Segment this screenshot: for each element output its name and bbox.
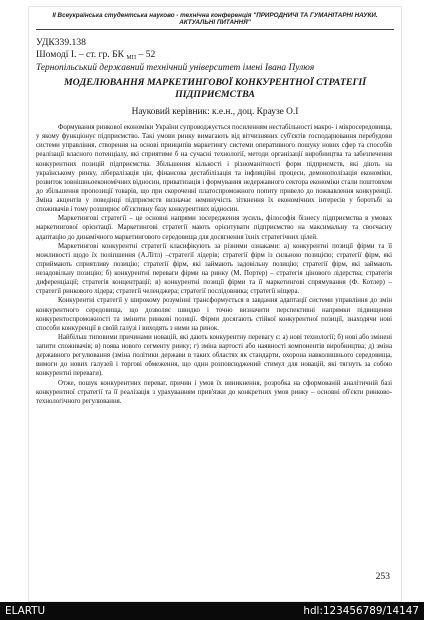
paper-title: МОДЕЛЮВАННЯ МАРКЕТИНГОВОЇ КОНКУРЕНТНОЇ СТРАТЕГІЇ ПІДПРИЄМСТВА — [63, 77, 367, 100]
supervisor-line: Науковий керівник: к.е.н., доц. Краузе О.І — [131, 107, 299, 117]
group-number: – 52 — [138, 49, 156, 60]
handle-id[interactable]: hdl:123456789/14147 — [303, 605, 419, 617]
affiliation: Тернопільський державний технічний університет імені Івана Пулюя — [36, 63, 315, 73]
conference-header: ІІ Всеукраїнська студентська науково - технічна конференція "ПРИРОДНИЧІ ТА ГУМАНІТАРНІ НАУКИ. АКТУАЛЬНІ ПИТАННЯ" — [52, 12, 378, 27]
group-subscript: МП — [126, 55, 137, 61]
paragraph-1: Формування ринкової економіки України супроводжується посиленням нестабільності макро- і мікросередовища, у якому функціонує підприємство. Такі умови ринку вимагають від вітчизняних суб'єктів господарювання перебудови системи управління, створення на основі принципів маркетингу системи оперативного пошуку нових сфер та способів реалізації власного потенціалу, які сприятиме б на сучасні технології, методи організації виробництва та забезпечення конкурентних позицій підприємства. Збільшення кількості і різноманітності форм підприємств, які діють на українському ринку, лібералізація цін, фінансова дестабілізація та інфляційні процеси, демонополізація економіки, розвиток зовнішньоекономічних відносин, приватизація і формування недержавного сектора економіки стали поштовхом до збільшення пропозиції товарів, що при скороченні платоспроможного попиту привело до пожвавлення конкуренції. Зміна акцентів у поведінці підприємств визначає неминучість зіткнення їх економічних інтересів у боротьбі за споживачів і тому розширює об'єктивну базу конкурентних відносин. — [36, 124, 392, 214]
page-number: 253 — [375, 571, 390, 582]
udk-code: УДК339.138 — [36, 37, 86, 48]
paragraph-3: Маркетингові конкурентні стратегії класифікують за різними ознаками: а) конкурентні позиції фірми та її можливості щодо їх поліпшення (А.Літл) –стратегії лідерів; стратегії фірм із сильною позицією; стратегії фірм, які сприймають сприятливу позицію; стратегії фірм, які займають задовільну позицію; стратегії фірм, які займають незадовільну позицію; б) конкурентні переваги фірми на ринку (М. Портер) – стратегія цінового лідерства; стратегія диференціації; стратегія концентрації; в) конкурентні позиції фірми та її маркетингові спрямування (Ф. Котлер) – стратегії ринкового лідера; стратегії челенджера; стратегії послідовника; стратегії ніщера. — [36, 242, 392, 296]
paragraph-6: Отже, пошук конкурентних переваг, причин і умов їх виникнення, розробка на сформованій аналітичній базі конкурентної стратегії та її реалізація з урахуванням прив'язки до конкретних умов ринку – основні об'єкти ринково-технологічного регулювання. — [36, 379, 392, 405]
paragraph-5: Найбільш типовими причинами новацій, які дають конкурентну перевагу є: а) нові технології; б) нові або змінені запити споживачів; в) поява нового сегменту ринку; г) зміна вартості або наявності компонентів виробництва; д) зміна державного регулювання (зміна політики держави в таких областях як стандарти, охорона навколишнього середовища, вимоги до нових галузей і торгові обмеження, що один розповсюджений стимул для новацій, які тягнуть за собою конкурентні переваги). — [36, 333, 392, 378]
header-divider — [36, 29, 394, 30]
repository-footer-bar — [0, 602, 424, 620]
article-body — [36, 123, 392, 406]
paragraph-2: Маркетингові стратегії – це основні напрями зосередження зусиль, філософія бізнесу підприємства в умовах маркетингової орієнтації. Маркетингові стратегії мають орієнтувати підприємство на максимальну та своєчасну адаптацію до динамічного маркетингового середовища для досягнення їхніх стратегічних цілей. — [36, 215, 392, 241]
repository-name: ELARTU — [5, 605, 46, 617]
document-page — [28, 6, 402, 602]
author-text: Шомодї І. – ст. гр. БК — [36, 49, 124, 60]
paragraph-4: Конкурентні стратегії у широкому розумінні трансформується в завдання адаптації системи управління до змін конкурентного середовища, що дозволяє швидко і точно визначити перспективні напрямки підвищення конкурентоспроможності та змінити ринкові позиції. Фірми досягають стійкої конкурентної позиції, знаходячи нові способи конкуренції в своїй галузі і виходять з ними на ринок. — [36, 297, 392, 332]
